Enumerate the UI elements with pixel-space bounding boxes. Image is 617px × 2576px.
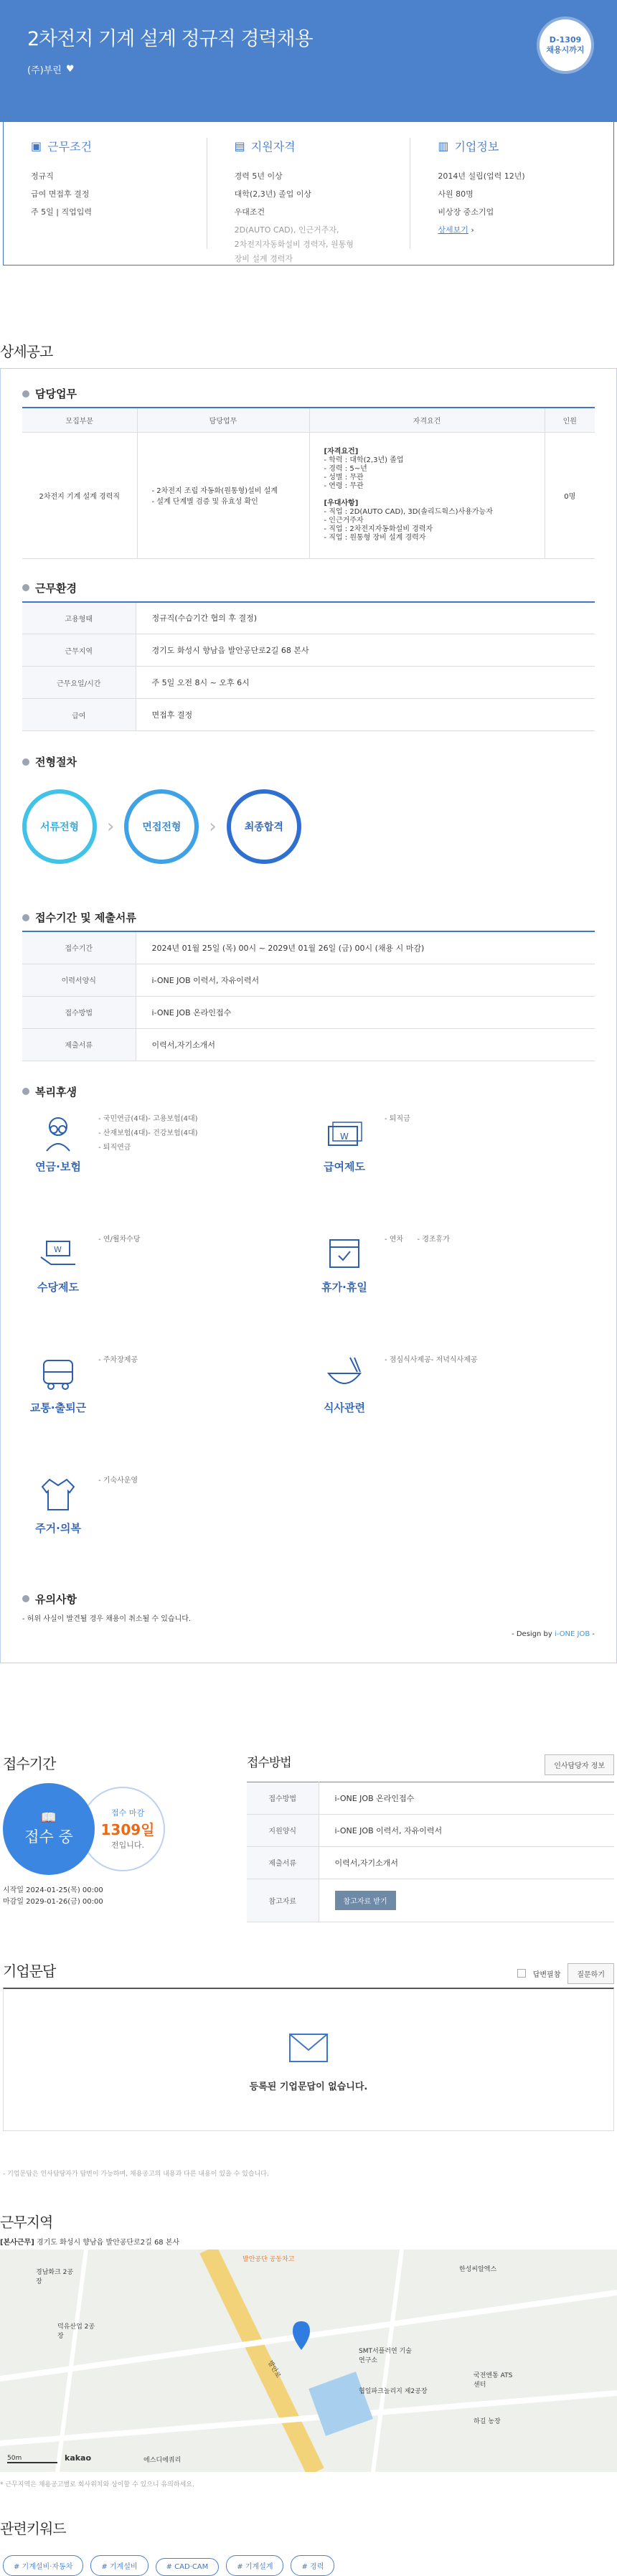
welfare-item: - 퇴직금 [385,1112,410,1123]
row-label: 지원양식 [247,1814,319,1846]
welfare-label: 휴가·휴일 [321,1280,367,1294]
ask-button[interactable]: 질문하기 [567,1963,614,1984]
apply-period [3,1752,225,1922]
welfare-group [22,1226,308,1346]
duty-part: 2차전지 기계 설계 경력직 [22,432,137,558]
map[interactable] [0,2250,617,2472]
row-value: 면접후 결정 [136,699,595,731]
money-icon [323,1112,366,1152]
row-value: 주 5일 오전 8시 ~ 오후 6시 [136,667,595,699]
row-value: 경기도 화성시 향남읍 발안공단로2길 68 본사 [136,634,595,667]
row-value: 이력서,자기소개서 [136,1028,595,1061]
location-section [0,2211,617,2488]
method-title: 접수방법 [247,1755,291,1770]
row-label: 근무요일/시간 [22,667,136,699]
company-item: 2014년 설립(업력 12년) [438,171,525,181]
rice-bowl-icon [323,1353,366,1393]
building-icon: ▥ [438,139,449,153]
pref-line: - 직업 : 원통형 장비 설계 경력자 [324,534,426,542]
deadline-days: 1309일 [100,1821,155,1838]
keyword-tag[interactable]: # 기계설비·자동차 [3,2555,83,2576]
qual-item: 경력 5년 이상 [234,171,283,181]
company-item: 사원 80명 [438,189,474,199]
qa-section [0,1960,617,2131]
welfare-group [22,1467,308,1587]
deadline-sub: 전입니다. [110,1841,144,1850]
heart-icon[interactable]: ♥ [65,64,75,75]
qual-item: 우대조건 [234,207,265,217]
welfare-item: - 연차 [385,1233,417,1244]
company-info: ▥ 기업정보 2014년 설립(업력 12년) 사원 80명 비상장 중소기업 상세보기 › [410,138,613,249]
welfare-item: - 퇴직연금 [98,1141,148,1152]
hand-money-icon [37,1233,80,1273]
bullet-icon [22,584,29,591]
briefcase-icon: ▣ [31,139,42,153]
map-label: 국전엔통 ATS센터 [474,2371,513,2389]
welfare-item: - 건강보험(4대) [148,1127,197,1137]
work-conditions [4,138,207,249]
qa-title: 기업문답 [3,1962,56,1980]
work-title: 근무조건 [47,140,92,154]
row-value: i-ONE JOB 이력서, 자유이력서 [319,1814,614,1846]
row-label: 제출서류 [247,1846,319,1879]
chevron-right-icon: › [209,816,217,837]
company-detail-link[interactable]: 상세보기 [438,225,468,235]
map-label: 협일파크놀리지 제2공장 [359,2387,428,2395]
env-title: 근무환경 [35,581,77,595]
qual-extra: 장비 설계 경력자 [234,254,293,263]
welfare-group [308,1226,595,1346]
bus-icon [37,1353,80,1393]
row-value: 정규직(수습기간 협의 후 결정) [136,602,595,634]
apply-end: 마감일 2029-01-26(금) 00:00 [3,1897,103,1906]
pref-heading: [우대사항] [324,499,359,507]
qual-line: - 경력 : 5~년 [324,465,367,473]
job-title: 2차전지 기계 설계 정규직 경력채용 [27,28,313,50]
welfare-label: 교통·출퇴근 [29,1401,87,1414]
row-label: 제출서류 [22,1028,136,1061]
qual-line: - 성별 : 무관 [324,474,364,481]
summary-box [3,118,614,265]
qual-title: 지원자격 [250,140,296,154]
map-roads [0,2250,617,2472]
period-title: 접수기간 및 제출서류 [35,911,136,924]
row-label: 고용형태 [22,602,136,634]
welfare-item: - 점심식사제공 [385,1353,431,1364]
apply-method [247,1752,614,1922]
work-item: 정규직 [31,171,54,181]
bullet-icon [22,390,29,398]
work-item: 급여 면접후 결정 [31,189,90,199]
duty-count: 0명 [545,432,595,558]
welfare-label: 연금·보험 [35,1160,81,1173]
welfare-item: - 산재보험(4대) [98,1127,148,1137]
status-text: 접수 중 [24,1828,73,1846]
company-row [27,62,617,76]
row-label: 참고자료 [247,1879,319,1922]
book-icon: 📖 [40,1810,57,1825]
pref-line: - 인근거주자 [324,517,364,525]
process-steps [22,776,595,877]
notice-text: - 허위 사실이 발견될 경우 채용이 취소될 수 있습니다. [22,1614,192,1623]
welfare-group [308,1346,595,1467]
company-item: 비상장 중소기업 [438,207,494,217]
notice-title: 유의사항 [35,1592,77,1606]
bullet-icon [22,1088,29,1095]
work-item: 주 5일 | 직업입력 [31,207,92,217]
design-end: - [590,1630,595,1638]
col-header: 자격요건 [309,408,545,432]
duty-task: - 2차전지 조립 자동화(원통형)설비 설계 [151,487,278,495]
ref-download-button[interactable]: 참고자료 받기 [335,1891,396,1910]
welfare-group [22,1105,308,1226]
row-value: i-ONE JOB 온라인접수 [136,996,595,1028]
qual-line: - 연령 : 무관 [324,482,364,490]
qual-item: 대학(2,3년) 졸업 이상 [234,189,312,199]
design-brand: i-ONE JOB [555,1630,590,1638]
env-table [22,601,595,732]
bullet-icon [22,914,29,921]
job-header [0,0,617,122]
row-value: i-ONE JOB 온라인접수 [319,1782,614,1814]
design-text: - Design by [512,1630,555,1638]
bullet-icon [22,758,29,766]
location-note: * 근무지역은 채용공고별로 회사위치와 상이할 수 있으니 유의하세요. [0,2481,194,2488]
process-step: 서류전형 [22,789,97,864]
row-label: 접수방법 [22,996,136,1028]
row-value: 이력서,자기소개서 [319,1846,614,1879]
qa-note: - 기업문답은 인사담당자가 답변이 가능하며, 채용공고의 내용과 다른 내용이 있을 수 있습니다. [3,2170,269,2178]
col-header: 담당업무 [137,408,309,432]
row-label: 근무지역 [22,634,136,667]
welfare-group [308,1105,595,1226]
duty-table [22,407,595,559]
map-label: 덕유산업 2공장 [57,2323,95,2340]
period-table [22,931,595,1061]
shirt-icon [37,1474,80,1514]
detail-title: 상세공고 [0,343,53,360]
row-label: 급여 [22,699,136,731]
row-value: 2024년 01월 25일 (목) 00시 ~ 2029년 01월 26일 (금) 00시 (채용 시 마감) [136,931,595,964]
process-step: 최종합격 [227,789,301,864]
apply-section [0,1752,617,1922]
welfare-group [22,1346,308,1467]
envelope-icon [286,2027,331,2067]
addr-label: [본사근무] [0,2238,34,2247]
row-label: 접수기간 [22,931,136,964]
welfare-label: 식사관련 [324,1401,365,1414]
design-credit [22,1630,595,1638]
calendar-icon [323,1233,366,1273]
apply-start: 시작일 2024-01-25(목) 00:00 [3,1886,103,1894]
location-title: 근무지역 [0,2213,53,2231]
qa-empty-text: 등록된 기업문답이 없습니다. [249,2081,368,2092]
keyword-tag[interactable]: # CAD·CAM [156,2558,220,2576]
row-value: i-ONE JOB 이력서, 자유이력서 [136,964,595,996]
welfare-item: - 연/월차수당 [98,1233,140,1244]
process-title: 전형절차 [35,756,77,768]
welfare-grid [22,1105,595,1587]
map-label: SMT서플러연 기술연구소 [359,2347,413,2364]
keyword-tag[interactable]: # 기계설계 [226,2555,283,2576]
answer-checkbox[interactable] [517,1969,526,1978]
qual-heading: [자격요건] [324,448,359,456]
row-label: 이력서양식 [22,964,136,996]
hr-info-button[interactable]: 인사담당자 정보 [545,1754,614,1775]
map-label: 에스디에쿼리 [143,2456,182,2464]
duty-task: - 설계 단계별 검증 및 유효성 확인 [151,498,258,506]
person-icon: ▤ [234,139,245,153]
chevron-right-icon: › [107,816,115,837]
qa-empty-box [3,1988,614,2131]
glasses-man-icon [37,1112,80,1152]
welfare-title: 복리후생 [35,1085,77,1099]
welfare-item: - 국민연금(4대) [98,1112,148,1123]
welfare-item: - 저녁식사제공 [431,1353,478,1364]
welfare-label: 급여제도 [324,1160,365,1173]
map-scale: 50m [7,2455,57,2463]
answer-check-label: 답변필참 [532,1970,561,1979]
duty-title: 담당업무 [35,387,77,400]
col-header: 인원 [545,408,595,432]
detail-section [0,368,617,1663]
keyword-tag[interactable]: # 기계설비 [90,2555,148,2576]
map-label: 한성씨알엑스 [459,2265,497,2273]
method-table [247,1782,614,1922]
keyword-tag[interactable]: # 경력 [291,2555,334,2576]
dday-badge [540,19,591,71]
map-logo: kakao [65,2453,92,2463]
company-name[interactable]: (주)부린 [27,65,62,76]
company-title: 기업정보 [454,140,499,154]
svg-text:W: W [54,1244,62,1254]
welfare-label: 주거·의복 [35,1521,81,1535]
col-header: 모집부문 [22,408,137,432]
svg-text:W: W [340,1131,349,1142]
pref-line: - 직업 : 2D(AUTO CAD), 3D(솔리드웍스)사용가능자 [324,508,493,516]
welfare-item: - 고용보험(4대) [148,1112,197,1123]
bullet-icon [22,1595,29,1602]
keywords-title: 관련키워드 [0,2519,66,2537]
map-label: 발안로 [265,2359,282,2379]
dday-count: D-1309 [549,35,582,44]
pref-line: - 직업 : 2차전지자동화설비 경력자 [324,525,433,533]
deadline-label: 접수 마감 [110,1808,144,1818]
status-circle [3,1783,95,1875]
dday-sub: 채용시까지 [546,45,585,55]
welfare-label: 수당제도 [37,1280,79,1294]
row-label: 접수방법 [247,1782,319,1814]
map-label: 하길 농장 [474,2417,501,2425]
qual-extra: 2차전지자동화설비 경력자, 원통형 [234,240,354,249]
qual-extra: 2D(AUTO CAD), 인근거주자, [234,225,339,235]
qualifications [207,138,411,263]
process-step: 면접전형 [124,789,199,864]
keyword-section [0,2517,617,2576]
qual-line: - 학력 : 대학(2,3년) 졸업 [324,456,404,464]
welfare-item: - 기숙사운영 [98,1474,138,1485]
welfare-item: - 주차장제공 [98,1353,138,1364]
addr-text: 경기도 화성시 향남읍 발안공단로2길 68 본사 [36,2238,180,2247]
map-label: 발안공단 공동차고 [242,2255,295,2263]
map-label: 경남화크 2공장 [36,2268,74,2285]
apply-title: 접수기간 [3,1754,56,1772]
welfare-item: - 경조휴가 [417,1233,449,1244]
